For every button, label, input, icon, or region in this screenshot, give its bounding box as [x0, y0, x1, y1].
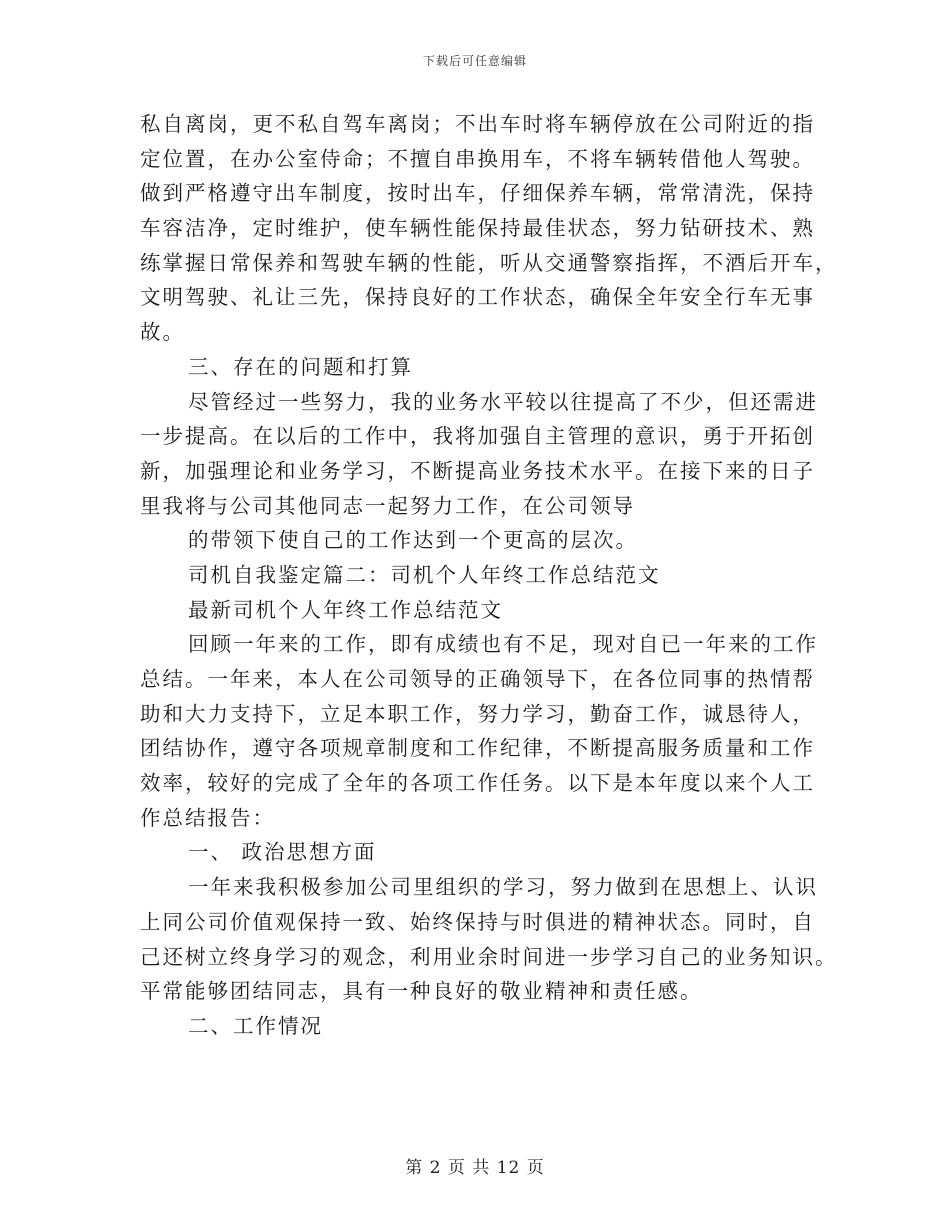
- text-line: 团结协作，遵守各项规章制度和工作纪律，不断提高服务质量和工作: [140, 736, 815, 761]
- text-line: 回顾一年来的工作，即有成绩也有不足，现对自已一年来的工作: [188, 632, 818, 657]
- page-header-note: 下载后可任意编辑: [422, 54, 527, 68]
- text-line: 定位置，在办公室侍命；不擅自串换用车，不将车辆转借他人驾驶。: [140, 146, 815, 171]
- text-line: 的带领下使自己的工作达到一个更高的层次。: [188, 528, 638, 553]
- text-line: 私自离岗，更不私自驾车离岗；不出车时将车辆停放在公司附近的指: [140, 112, 815, 136]
- text-line: 上同公司价值观保持一致、始终保持与时俱进的精神状态。同时，自: [140, 909, 815, 934]
- text-line: 效率，较好的完成了全年的各项工作任务。以下是本年度以来个人工: [140, 771, 815, 796]
- text-line: 一步提高。在以后的工作中，我将加强自主管理的意识，勇于开拓创: [140, 424, 815, 449]
- text-line: 总结。一年来，本人在公司领导的正确领导下，在各位同事的热情帮: [140, 667, 815, 691]
- text-line: 助和大力支持下，立足本职工作，努力学习，勤奋工作，诚恳待人，: [140, 701, 815, 726]
- text-line: 己还树立终身学习的观念，利用业余时间进一步学习自己的业务知识。: [140, 944, 838, 969]
- text-line: 一、 政治思想方面: [188, 840, 377, 865]
- text-line: 练掌握日常保养和驾驶车辆的性能，听从交通警察指挥，不酒后开车，: [140, 250, 838, 275]
- text-line: 里我将与公司其他同志一起努力工作，在公司领导: [140, 493, 635, 518]
- text-line: 故。: [140, 320, 185, 345]
- text-line: 文明驾驶、礼让三先，保持良好的工作状态，确保全年安全行车无事: [140, 285, 815, 310]
- text-line: 二、工作情况: [188, 1013, 323, 1038]
- text-line: 一年来我积极参加公司里组织的学习，努力做到在思想上、认识: [188, 875, 818, 900]
- text-line: 车容洁净，定时维护，使车辆性能保持最佳状态，努力钻研技术、熟: [140, 216, 815, 241]
- text-line: 尽管经过一些努力，我的业务水平较以往提高了不少，但还需进: [188, 389, 818, 414]
- document-body: [140, 107, 838, 1044]
- text-line: 新，加强理论和业务学习，不断提高业务技术水平。在接下来的日子: [140, 458, 815, 483]
- text-line: 作总结报告：: [140, 805, 275, 830]
- text-line: 平常能够团结同志，具有一种良好的敬业精神和责任感。: [140, 979, 703, 1004]
- text-line: 做到严格遵守出车制度，按时出车，仔细保养车辆，常常清洗，保持: [140, 181, 815, 206]
- text-line: 三、存在的问题和打算: [188, 354, 413, 379]
- text-line: 司机自我鉴定篇二：司机个人年终工作总结范文: [188, 562, 661, 587]
- page-footer: 第 2 页 共 12 页: [405, 1158, 545, 1178]
- text-line: 最新司机个人年终工作总结范文: [188, 597, 503, 622]
